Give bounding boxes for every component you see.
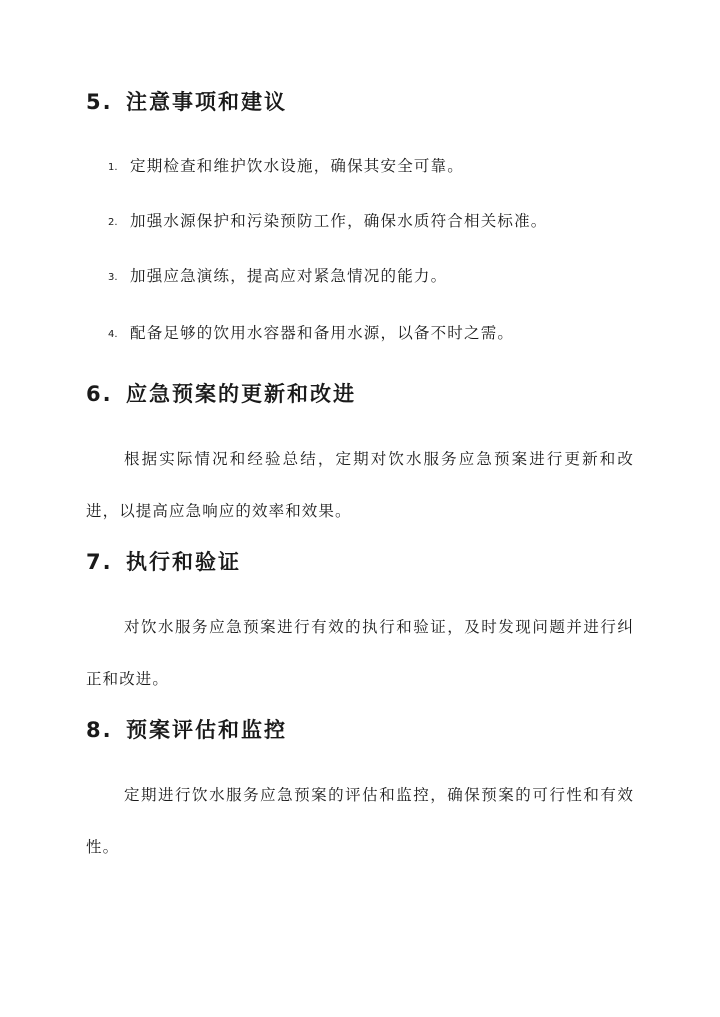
- section-heading-8: [86, 717, 287, 743]
- list-item-text: 加强水源保护和污染预防工作，确保水质符合相关标准。: [130, 212, 548, 230]
- list-item-text: 加强应急演练，提高应对紧急情况的能力。: [130, 267, 448, 285]
- list-item: [108, 322, 514, 346]
- section-heading-5: [86, 89, 287, 115]
- section-title: 预案评估和监控: [126, 718, 287, 742]
- section-paragraph: 对饮水服务应急预案进行有效的执行和验证，及时发现问题并进行纠正和改进。: [86, 618, 634, 688]
- section-title: 执行和验证: [126, 550, 241, 574]
- list-item: [108, 210, 548, 234]
- section-title: 注意事项和建议: [126, 90, 287, 114]
- list-marker: 1.: [108, 162, 118, 173]
- section-number: 5.: [86, 90, 113, 114]
- section-heading-6: [86, 381, 356, 407]
- section-number: 7.: [86, 550, 113, 574]
- list-marker: 3.: [108, 272, 118, 283]
- list-item-text: 配备足够的饮用水容器和备用水源，以备不时之需。: [130, 324, 515, 342]
- list-item-text: 定期检查和维护饮水设施，确保其安全可靠。: [130, 157, 465, 175]
- section-number: 8.: [86, 718, 113, 742]
- section-title: 应急预案的更新和改进: [126, 382, 356, 406]
- list-item: [108, 265, 447, 289]
- list-item: [108, 155, 464, 179]
- list-marker: 4.: [108, 329, 118, 340]
- section-number: 6.: [86, 382, 113, 406]
- section-heading-7: [86, 549, 241, 575]
- list-marker: 2.: [108, 217, 118, 228]
- section-paragraph: 定期进行饮水服务应急预案的评估和监控，确保预案的可行性和有效性。: [86, 786, 634, 856]
- section-paragraph: 根据实际情况和经验总结，定期对饮水服务应急预案进行更新和改进，以提高应急响应的效率和效果。: [86, 450, 634, 520]
